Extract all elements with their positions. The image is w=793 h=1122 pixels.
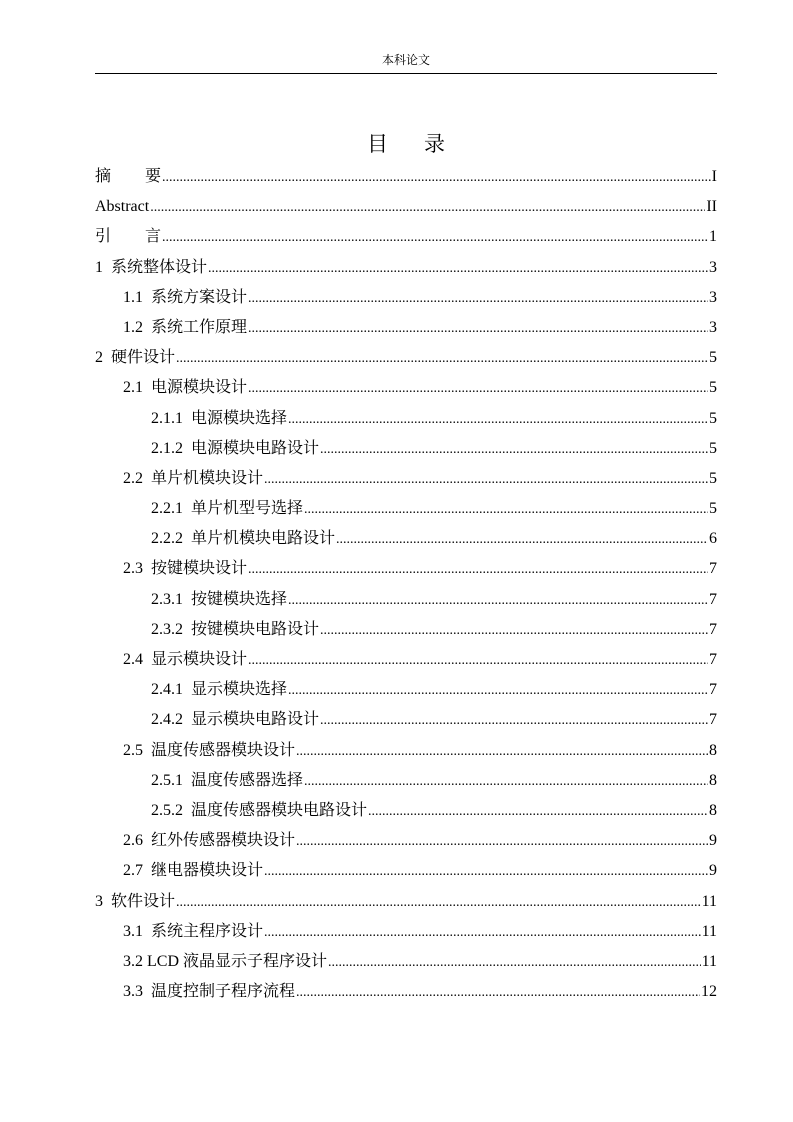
toc-leader-dots — [162, 223, 708, 253]
toc-entry-page: 7 — [709, 681, 717, 699]
toc-leader-dots — [248, 646, 708, 676]
toc-entry-page: 3 — [709, 318, 717, 336]
toc-entry-title: 系统主程序设计 — [151, 922, 264, 940]
toc-entry[interactable] — [95, 192, 717, 222]
toc-entry-title: 摘要 — [95, 168, 162, 185]
toc-entry-page: 7 — [709, 711, 717, 729]
toc-entry-number: 2.3.1 — [151, 590, 183, 608]
header-rule — [95, 73, 717, 74]
toc-entry-title: 系统整体设计 — [111, 258, 208, 276]
toc-entry[interactable] — [95, 404, 717, 434]
toc-entry-page: 11 — [701, 952, 717, 970]
toc-entry[interactable] — [95, 736, 717, 766]
toc-leader-dots — [176, 888, 701, 918]
toc-entry-page: 9 — [709, 832, 717, 850]
toc-entry[interactable] — [95, 917, 717, 947]
toc-entry-number: 3 — [95, 892, 103, 910]
toc-entry[interactable] — [95, 524, 717, 554]
toc-entry-page: 8 — [709, 801, 717, 819]
toc-entry[interactable] — [95, 494, 717, 524]
toc-entry-number: 3.2 — [123, 952, 143, 970]
toc-entry-page: 8 — [709, 771, 717, 789]
running-header: 本科论文 — [381, 53, 430, 67]
toc-leader-dots — [208, 254, 708, 284]
toc-entry-page: I — [711, 168, 717, 185]
toc-entry-number: 2.4.2 — [151, 711, 183, 729]
toc-entry-number: 2.6 — [123, 832, 143, 850]
toc-entry-page: 5 — [709, 409, 717, 427]
toc-entry-number: 2 — [95, 349, 103, 367]
toc-entry[interactable] — [95, 675, 717, 705]
toc-entry-page: 11 — [701, 892, 717, 910]
toc-leader-dots — [176, 344, 708, 374]
toc-entry-number: 1.1 — [123, 288, 143, 306]
toc-entry-page: 9 — [709, 862, 717, 880]
toc-entry[interactable] — [95, 464, 717, 494]
toc-entry[interactable] — [95, 434, 717, 464]
toc-entry[interactable] — [95, 373, 717, 403]
toc-entry-title: 系统工作原理 — [151, 318, 248, 336]
toc-leader-dots — [296, 978, 700, 1008]
toc-entry-title: 硬件设计 — [111, 349, 176, 367]
toc-leader-dots — [264, 918, 701, 948]
toc-entry-title: 红外传感器模块设计 — [151, 832, 296, 850]
toc-entry-page: 1 — [709, 228, 717, 246]
toc-entry-title: LCD 液晶显示子程序设计 — [147, 952, 328, 970]
toc-leader-dots — [368, 797, 708, 827]
toc-entry[interactable] — [95, 585, 717, 615]
toc-entry-page: 5 — [709, 469, 717, 487]
toc-title: 目录 — [367, 132, 481, 156]
toc-entry-title: 引言 — [95, 228, 162, 246]
toc-entry-title: 按键模块选择 — [191, 590, 288, 608]
toc-leader-dots — [248, 374, 708, 404]
toc-entry-number: 2.5 — [123, 741, 143, 759]
toc-leader-dots — [320, 616, 708, 646]
toc-entry-page: 7 — [709, 651, 717, 668]
toc-leader-dots — [248, 314, 708, 344]
toc-entry[interactable] — [95, 253, 717, 283]
toc-entry-title: 显示模块设计 — [151, 651, 248, 668]
toc-entry-number: 2.1.2 — [151, 439, 183, 457]
toc-entry[interactable] — [95, 856, 717, 886]
toc-entry-number: 1.2 — [123, 318, 143, 336]
toc-entry-title: 继电器模块设计 — [151, 862, 264, 880]
toc-entry-title: 按键模块电路设计 — [191, 620, 320, 638]
toc-entry-title: 电源模块电路设计 — [191, 439, 320, 457]
toc-leader-dots — [264, 465, 708, 495]
toc-entry-page: 3 — [709, 288, 717, 306]
toc-entry-number: 2.4.1 — [151, 681, 183, 699]
toc-entry-title: 单片机模块电路设计 — [191, 530, 336, 548]
toc-entry[interactable] — [95, 313, 717, 343]
toc-entry-page: 7 — [709, 590, 717, 608]
toc-leader-dots — [264, 857, 708, 887]
toc-entry-title: 温度传感器模块设计 — [151, 741, 296, 759]
toc-leader-dots — [336, 525, 708, 555]
toc-entry-title: 温度传感器选择 — [191, 771, 304, 789]
toc-entry-title: 温度控制子程序流程 — [151, 983, 296, 1001]
table-of-contents — [95, 162, 717, 1007]
toc-leader-dots — [328, 948, 701, 978]
toc-entry-number: 2.3.2 — [151, 620, 183, 638]
toc-leader-dots — [162, 163, 711, 193]
toc-entry-page: 7 — [709, 620, 717, 638]
toc-entry-title: 单片机模块设计 — [151, 469, 264, 487]
toc-entry[interactable] — [95, 222, 717, 252]
toc-entry-number: 2.3 — [123, 560, 143, 578]
toc-entry[interactable] — [95, 645, 717, 675]
toc-entry[interactable] — [95, 554, 717, 584]
toc-entry-number: 2.1 — [123, 379, 143, 397]
toc-entry-title: 系统方案设计 — [151, 288, 248, 306]
toc-leader-dots — [304, 767, 708, 797]
toc-entry[interactable] — [95, 162, 717, 192]
toc-leader-dots — [304, 495, 708, 525]
toc-entry[interactable] — [95, 977, 717, 1007]
toc-entry[interactable] — [95, 615, 717, 645]
toc-entry[interactable] — [95, 343, 717, 373]
toc-entry-page: 8 — [709, 741, 717, 759]
toc-entry-page: 6 — [709, 530, 717, 548]
toc-entry-page: 5 — [709, 439, 717, 457]
toc-entry-page: 5 — [709, 500, 717, 518]
toc-leader-dots — [248, 555, 708, 585]
toc-entry[interactable] — [95, 283, 717, 313]
toc-entry-page: 5 — [709, 349, 717, 367]
toc-entry-title: 电源模块设计 — [151, 379, 248, 397]
toc-leader-dots — [320, 706, 708, 736]
toc-entry-title: 温度传感器模块电路设计 — [191, 801, 368, 819]
toc-leader-dots — [288, 586, 708, 616]
toc-entry[interactable] — [95, 826, 717, 856]
toc-leader-dots — [288, 405, 708, 435]
toc-entry[interactable] — [95, 796, 717, 826]
toc-entry-number: 2.4 — [123, 651, 143, 668]
toc-entry-number: 2.2.1 — [151, 500, 183, 518]
toc-entry-title: Abstract — [95, 198, 150, 216]
toc-leader-dots — [288, 676, 708, 706]
toc-entry-number: 2.5.2 — [151, 801, 183, 819]
toc-entry-page: 12 — [701, 983, 717, 1001]
toc-entry-title: 显示模块电路设计 — [191, 711, 320, 729]
toc-entry-number: 2.2 — [123, 469, 143, 487]
toc-entry[interactable] — [95, 947, 717, 977]
toc-entry-page: 7 — [709, 560, 717, 578]
toc-entry-title: 软件设计 — [111, 892, 176, 910]
toc-entry-number: 2.5.1 — [151, 771, 183, 789]
toc-entry-number: 1 — [95, 258, 103, 276]
toc-leader-dots — [320, 435, 708, 465]
toc-entry-title: 按键模块设计 — [151, 560, 248, 578]
toc-leader-dots — [150, 193, 705, 223]
toc-entry-number: 3.3 — [123, 983, 143, 1001]
toc-entry[interactable] — [95, 766, 717, 796]
toc-entry-title: 单片机型号选择 — [191, 500, 304, 518]
toc-entry-page: 3 — [709, 258, 717, 276]
toc-entry-page: 11 — [701, 922, 717, 940]
toc-leader-dots — [296, 827, 708, 857]
toc-entry-title: 电源模块选择 — [191, 409, 288, 427]
toc-entry-page: 5 — [709, 379, 717, 397]
toc-leader-dots — [296, 737, 708, 767]
toc-entry-title: 显示模块选择 — [191, 681, 288, 699]
toc-entry-number: 2.2.2 — [151, 530, 183, 548]
toc-entry-page: II — [706, 198, 717, 216]
toc-entry-number: 2.1.1 — [151, 409, 183, 427]
toc-entry-number: 2.7 — [123, 862, 143, 880]
toc-entry-number: 3.1 — [123, 922, 143, 940]
toc-entry[interactable] — [95, 705, 717, 735]
toc-leader-dots — [248, 284, 708, 314]
toc-entry[interactable] — [95, 887, 717, 917]
